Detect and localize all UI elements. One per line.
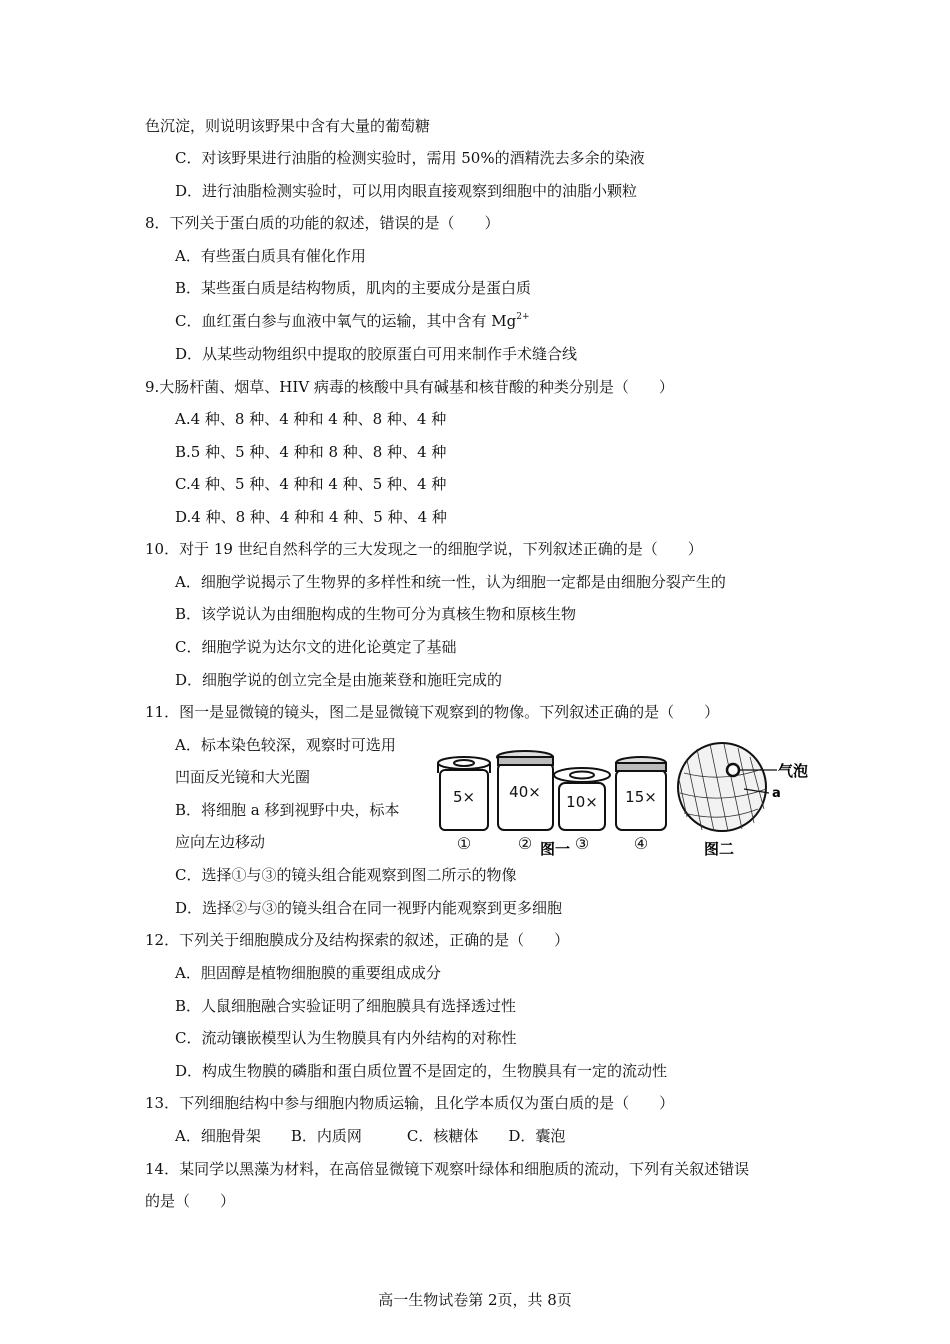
cell-a-label: a	[772, 786, 781, 801]
page-footer: 高一生物试卷第 2页，共 8页	[378, 1291, 572, 1309]
q12-option-c: C．流动镶嵌模型认为生物膜具有内外结构的对称性	[175, 1029, 517, 1047]
lens-1-label: 5×	[452, 788, 476, 806]
q10-stem: 10．对于 19 世纪自然科学的三大发现之一的细胞学说，下列叙述正确的是（ ）	[145, 540, 703, 558]
q11-option-a-line2: 凹面反光镜和大光圈	[175, 768, 311, 786]
q10-option-a: A．细胞学说揭示了生物界的多样性和统一性，认为细胞一定都是由细胞分裂产生的	[175, 573, 726, 591]
q8-option-a: A．有些蛋白质具有催化作用	[175, 247, 366, 265]
q11-option-c: C．选择①与③的镜头组合能观察到图二所示的物像	[175, 866, 517, 884]
q8-option-d: D．从某些动物组织中提取的胶原蛋白可用来制作手术缝合线	[175, 345, 578, 363]
q11-option-a-line1: A．标本染色较深，观察时可选用	[175, 736, 396, 754]
q8-option-b: B．某些蛋白质是结构物质，肌肉的主要成分是蛋白质	[175, 279, 532, 297]
q9-option-a: A.4 种、8 种、4 种和 4 种、8 种、4 种	[175, 410, 447, 428]
q14-stem-line2: 的是（ ）	[145, 1192, 236, 1210]
q9-stem: 9.大肠杆菌、烟草、HIV 病毒的核酸中具有碱基和核苷酸的种类分别是（ ）	[145, 378, 674, 396]
q9-option-c: C.4 种、5 种、4 种和 4 种、5 种、4 种	[175, 475, 447, 493]
q11-option-b-line2: 应向左边移动	[175, 833, 266, 851]
q14-stem-line1: 14．某同学以黑藻为材料，在高倍显微镜下观察叶绿体和细胞质的流动，下列有关叙述错误	[145, 1160, 750, 1178]
bubble-icon	[727, 764, 739, 776]
q13-stem: 13．下列细胞结构中参与细胞内物质运输，且化学本质仅为蛋白质的是（ ）	[145, 1094, 675, 1112]
q10-option-d: D．细胞学说的创立完全是由施莱登和施旺完成的	[175, 671, 503, 689]
q12-option-a: A．胆固醇是植物细胞膜的重要组成成分	[175, 964, 441, 982]
q7-option-d: D．进行油脂检测实验时，可以用肉眼直接观察到细胞中的油脂小颗粒	[175, 182, 638, 200]
q7-option-c: C．对该野果进行油脂的检测实验时，需用 50%的酒精洗去多余的染液	[175, 149, 645, 167]
q11-option-b-line1: B．将细胞 a 移到视野中央，标本	[175, 801, 400, 819]
q12-stem: 12．下列关于细胞膜成分及结构探索的叙述，正确的是（ ）	[145, 931, 570, 949]
q8-option-c-text: C．血红蛋白参与血液中氧气的运输，其中含有 Mg	[175, 312, 517, 330]
lens-4-number: ④	[633, 834, 649, 853]
lens-2-number: ②	[517, 834, 533, 853]
microscope-figure	[432, 735, 822, 860]
q13-options: A．细胞骨架 B．内质网 C．核糖体 D．囊泡	[175, 1127, 566, 1145]
lens-3-label: 10×	[566, 793, 598, 811]
q12-option-d: D．构成生物膜的磷脂和蛋白质位置不是固定的，生物膜具有一定的流动性	[175, 1062, 668, 1080]
lens-3-number: ③	[574, 834, 590, 853]
continuation-text: 色沉淀，则说明该野果中含有大量的葡萄糖	[145, 117, 431, 135]
bubble-label: 气泡	[778, 762, 809, 780]
q11-stem: 11．图一是显微镜的镜头，图二是显微镜下观察到的物像。下列叙述正确的是（ ）	[145, 703, 720, 721]
q8-option-c-superscript: 2+	[516, 312, 530, 322]
q8-option-c	[175, 311, 530, 331]
q10-option-c: C．细胞学说为达尔文的进化论奠定了基础	[175, 638, 457, 656]
figure-2-caption: 图二	[703, 840, 735, 858]
q11-option-d: D．选择②与③的镜头组合在同一视野内能观察到更多细胞	[175, 899, 563, 917]
figure-1-caption: 图一	[539, 840, 571, 858]
lens-2-label: 40×	[509, 783, 541, 801]
lens-1-number: ①	[456, 834, 472, 853]
q9-option-d: D.4 种、8 种、4 种和 4 种、5 种、4 种	[175, 508, 447, 526]
lens-4-label: 15×	[625, 788, 657, 806]
q12-option-b: B．人鼠细胞融合实验证明了细胞膜具有选择透过性	[175, 997, 517, 1015]
q8-stem: 8．下列关于蛋白质的功能的叙述，错误的是（ ）	[145, 214, 500, 232]
q10-option-b: B．该学说认为由细胞构成的生物可分为真核生物和原核生物	[175, 605, 577, 623]
q9-option-b: B.5 种、5 种、4 种和 8 种、8 种、4 种	[175, 443, 447, 461]
